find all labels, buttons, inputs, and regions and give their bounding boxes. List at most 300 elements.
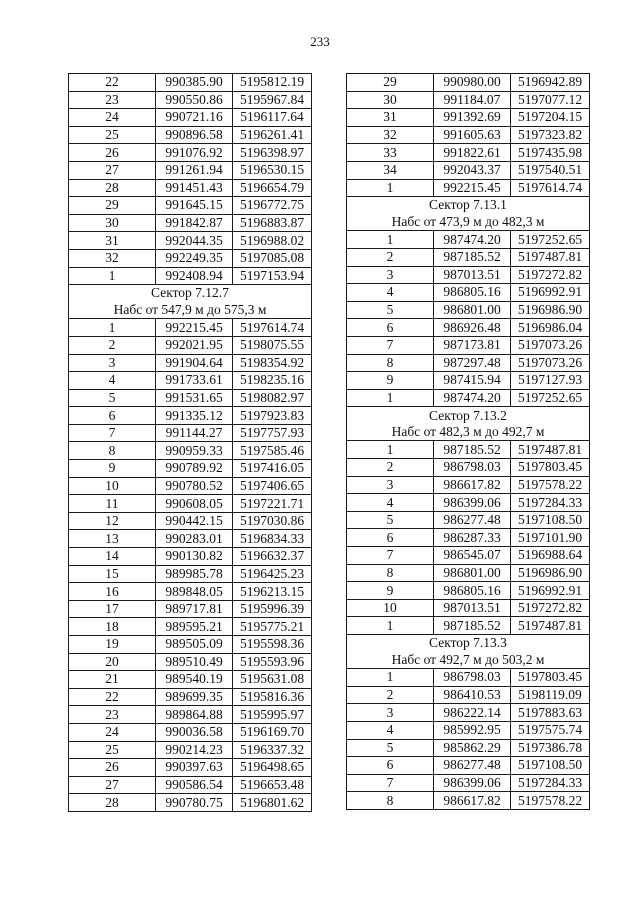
point-number-cell: 34 [347,161,434,179]
y-coordinate-cell: 5196425.23 [233,565,312,583]
table-row [347,441,590,459]
y-coordinate-cell: 5197416.05 [233,460,312,478]
point-number-cell: 6 [347,319,434,337]
table-row [347,389,590,407]
x-coordinate-cell: 986399.06 [434,774,511,792]
sector-height-range: Набс от 547,9 м до 575,3 м [69,302,312,319]
x-coordinate-cell: 990550.86 [156,91,233,109]
table-row [69,249,312,267]
x-coordinate-cell: 992249.35 [156,249,233,267]
table-row [347,792,590,810]
x-coordinate-cell: 987474.20 [434,231,511,249]
y-coordinate-cell: 5195775.21 [233,618,312,636]
y-coordinate-cell: 5197153.94 [233,267,312,285]
y-coordinate-cell: 5198354.92 [233,354,312,372]
x-coordinate-cell: 989505.09 [156,636,233,654]
point-number-cell: 15 [69,565,156,583]
table-row [69,583,312,601]
x-coordinate-cell: 990721.16 [156,109,233,127]
table-row [69,442,312,460]
x-coordinate-cell: 990036.58 [156,723,233,741]
x-coordinate-cell: 986222.14 [434,704,511,722]
point-number-cell: 3 [347,476,434,494]
table-row [347,144,590,162]
x-coordinate-cell: 991261.94 [156,161,233,179]
sector-title: Сектор 7.12.7 [69,285,312,302]
y-coordinate-cell: 5197803.45 [511,459,590,477]
table-row [347,669,590,687]
x-coordinate-cell: 990896.58 [156,126,233,144]
table-row [69,144,312,162]
sector-title-row [347,407,590,424]
point-number-cell: 32 [69,249,156,267]
table-row [69,688,312,706]
y-coordinate-cell: 5198235.16 [233,372,312,390]
x-coordinate-cell: 991904.64 [156,354,233,372]
sector-range-row [347,214,590,231]
point-number-cell: 20 [69,653,156,671]
x-coordinate-cell: 991733.61 [156,372,233,390]
x-coordinate-cell: 991184.07 [434,91,511,109]
x-coordinate-cell: 992044.35 [156,232,233,250]
y-coordinate-cell: 5197803.45 [511,669,590,687]
point-number-cell: 1 [347,441,434,459]
point-number-cell: 9 [347,582,434,600]
y-coordinate-cell: 5195598.36 [233,636,312,654]
x-coordinate-cell: 985862.29 [434,739,511,757]
x-coordinate-cell: 987013.51 [434,266,511,284]
x-coordinate-cell: 989595.21 [156,618,233,636]
x-coordinate-cell: 990980.00 [434,74,511,92]
x-coordinate-cell: 986805.16 [434,284,511,302]
x-coordinate-cell: 986798.03 [434,669,511,687]
point-number-cell: 11 [69,495,156,513]
x-coordinate-cell: 992215.45 [156,319,233,337]
point-number-cell: 1 [347,231,434,249]
table-row [347,231,590,249]
y-coordinate-cell: 5195593.96 [233,653,312,671]
sector-title-row [347,635,590,652]
y-coordinate-cell: 5197614.74 [511,179,590,197]
point-number-cell: 30 [69,214,156,232]
table-row [69,776,312,794]
table-row [69,671,312,689]
y-coordinate-cell: 5196213.15 [233,583,312,601]
y-coordinate-cell: 5197127.93 [511,372,590,390]
x-coordinate-cell: 992215.45 [434,179,511,197]
table-row [347,126,590,144]
y-coordinate-cell: 5197487.81 [511,441,590,459]
point-number-cell: 6 [347,529,434,547]
x-coordinate-cell: 986805.16 [434,582,511,600]
x-coordinate-cell: 989864.88 [156,706,233,724]
y-coordinate-cell: 5197435.98 [511,144,590,162]
point-number-cell: 1 [347,669,434,687]
coordinates-table-left [68,73,312,812]
x-coordinate-cell: 985992.95 [434,721,511,739]
x-coordinate-cell: 986399.06 [434,494,511,512]
point-number-cell: 31 [69,232,156,250]
y-coordinate-cell: 5197386.78 [511,739,590,757]
point-number-cell: 1 [347,179,434,197]
point-number-cell: 1 [347,389,434,407]
coordinates-table-right [346,73,590,810]
y-coordinate-cell: 5196498.65 [233,759,312,777]
point-number-cell: 24 [69,109,156,127]
point-number-cell: 27 [69,161,156,179]
y-coordinate-cell: 5196772.75 [233,197,312,215]
table-row [347,161,590,179]
y-coordinate-cell: 5197030.86 [233,512,312,530]
table-row [347,91,590,109]
table-row [69,530,312,548]
table-row [347,529,590,547]
table-row [69,759,312,777]
y-coordinate-cell: 5196337.32 [233,741,312,759]
table-row [347,774,590,792]
point-number-cell: 16 [69,583,156,601]
table-row [69,723,312,741]
y-coordinate-cell: 5196653.48 [233,776,312,794]
sector-title: Сектор 7.13.1 [347,197,590,214]
x-coordinate-cell: 991605.63 [434,126,511,144]
x-coordinate-cell: 990959.33 [156,442,233,460]
x-coordinate-cell: 991822.61 [434,144,511,162]
point-number-cell: 6 [69,407,156,425]
point-number-cell: 5 [69,389,156,407]
point-number-cell: 18 [69,618,156,636]
y-coordinate-cell: 5197284.33 [511,494,590,512]
point-number-cell: 26 [69,144,156,162]
point-number-cell: 22 [69,688,156,706]
table-row [69,565,312,583]
x-coordinate-cell: 990130.82 [156,548,233,566]
x-coordinate-cell: 990283.01 [156,530,233,548]
x-coordinate-cell: 991451.43 [156,179,233,197]
y-coordinate-cell: 5198082.97 [233,389,312,407]
y-coordinate-cell: 5196169.70 [233,723,312,741]
sector-range-row [347,652,590,669]
y-coordinate-cell: 5196883.87 [233,214,312,232]
point-number-cell: 2 [347,248,434,266]
table-row [69,214,312,232]
x-coordinate-cell: 990608.05 [156,495,233,513]
y-coordinate-cell: 5197108.50 [511,511,590,529]
x-coordinate-cell: 986926.48 [434,319,511,337]
x-coordinate-cell: 990442.15 [156,512,233,530]
y-coordinate-cell: 5197108.50 [511,757,590,775]
point-number-cell: 22 [69,74,156,92]
x-coordinate-cell: 992043.37 [434,161,511,179]
y-coordinate-cell: 5197540.51 [511,161,590,179]
table-row [347,617,590,635]
x-coordinate-cell: 992021.95 [156,336,233,354]
table-row [69,74,312,92]
y-coordinate-cell: 5197578.22 [511,476,590,494]
y-coordinate-cell: 5196398.97 [233,144,312,162]
table-row [69,179,312,197]
point-number-cell: 4 [347,494,434,512]
x-coordinate-cell: 992408.94 [156,267,233,285]
x-coordinate-cell: 986617.82 [434,476,511,494]
point-number-cell: 7 [347,547,434,565]
point-number-cell: 25 [69,126,156,144]
point-number-cell: 32 [347,126,434,144]
y-coordinate-cell: 5197487.81 [511,248,590,266]
y-coordinate-cell: 5197101.90 [511,529,590,547]
x-coordinate-cell: 986801.00 [434,301,511,319]
x-coordinate-cell: 989699.35 [156,688,233,706]
x-coordinate-cell: 987185.52 [434,248,511,266]
y-coordinate-cell: 5196632.37 [233,548,312,566]
y-coordinate-cell: 5196530.15 [233,161,312,179]
table-row [69,495,312,513]
x-coordinate-cell: 991645.15 [156,197,233,215]
y-coordinate-cell: 5197272.82 [511,266,590,284]
table-row [347,564,590,582]
point-number-cell: 9 [69,460,156,478]
point-number-cell: 14 [69,548,156,566]
point-number-cell: 29 [347,74,434,92]
sector-title-row [69,285,312,302]
point-number-cell: 5 [347,301,434,319]
table-row [69,548,312,566]
table-row [347,582,590,600]
point-number-cell: 9 [347,372,434,390]
y-coordinate-cell: 5197284.33 [511,774,590,792]
table-row [347,74,590,92]
table-row [347,704,590,722]
point-number-cell: 8 [69,442,156,460]
x-coordinate-cell: 987415.94 [434,372,511,390]
point-number-cell: 3 [347,266,434,284]
y-coordinate-cell: 5197406.65 [233,477,312,495]
sector-title: Сектор 7.13.3 [347,635,590,652]
y-coordinate-cell: 5195812.19 [233,74,312,92]
point-number-cell: 1 [69,319,156,337]
point-number-cell: 33 [347,144,434,162]
table-row [69,126,312,144]
table-row [347,757,590,775]
point-number-cell: 4 [69,372,156,390]
point-number-cell: 10 [347,599,434,617]
x-coordinate-cell: 990780.52 [156,477,233,495]
table-row [347,721,590,739]
y-coordinate-cell: 5197252.65 [511,231,590,249]
y-coordinate-cell: 5196834.33 [233,530,312,548]
x-coordinate-cell: 987297.48 [434,354,511,372]
point-number-cell: 12 [69,512,156,530]
point-number-cell: 17 [69,600,156,618]
table-row [69,407,312,425]
y-coordinate-cell: 5195996.39 [233,600,312,618]
point-number-cell: 13 [69,530,156,548]
point-number-cell: 5 [347,739,434,757]
x-coordinate-cell: 987474.20 [434,389,511,407]
point-number-cell: 2 [347,686,434,704]
y-coordinate-cell: 5195816.36 [233,688,312,706]
point-number-cell: 27 [69,776,156,794]
page-number: 233 [310,34,330,49]
x-coordinate-cell: 989717.81 [156,600,233,618]
table-row [347,248,590,266]
point-number-cell: 4 [347,284,434,302]
y-coordinate-cell: 5196801.62 [233,794,312,812]
table-row [69,91,312,109]
table-row [347,372,590,390]
x-coordinate-cell: 990586.54 [156,776,233,794]
table-row [347,459,590,477]
sector-title-row [347,197,590,214]
y-coordinate-cell: 5196988.64 [511,547,590,565]
table-row [347,336,590,354]
table-row [69,197,312,215]
table-row [347,284,590,302]
point-number-cell: 24 [69,723,156,741]
x-coordinate-cell: 986545.07 [434,547,511,565]
table-row [69,354,312,372]
y-coordinate-cell: 5197077.12 [511,91,590,109]
table-row [347,686,590,704]
sector-height-range: Набс от 492,7 м до 503,2 м [347,652,590,669]
table-row [69,618,312,636]
sector-height-range: Набс от 482,3 м до 492,7 м [347,424,590,441]
point-number-cell: 1 [69,267,156,285]
y-coordinate-cell: 5197221.71 [233,495,312,513]
point-number-cell: 7 [69,424,156,442]
point-number-cell: 8 [347,564,434,582]
x-coordinate-cell: 990214.23 [156,741,233,759]
x-coordinate-cell: 990780.75 [156,794,233,812]
point-number-cell: 28 [69,794,156,812]
y-coordinate-cell: 5198119.09 [511,686,590,704]
table-row [347,109,590,127]
sector-range-row [347,424,590,441]
point-number-cell: 7 [347,336,434,354]
point-number-cell: 2 [347,459,434,477]
point-number-cell: 30 [347,91,434,109]
x-coordinate-cell: 987173.81 [434,336,511,354]
x-coordinate-cell: 986617.82 [434,792,511,810]
table-row [69,600,312,618]
table-row [347,739,590,757]
sector-range-row [69,302,312,319]
point-number-cell: 2 [69,336,156,354]
table-row [69,389,312,407]
y-coordinate-cell: 5195967.84 [233,91,312,109]
y-coordinate-cell: 5196988.02 [233,232,312,250]
point-number-cell: 3 [69,354,156,372]
y-coordinate-cell: 5197073.26 [511,336,590,354]
table-row [347,354,590,372]
y-coordinate-cell: 5197578.22 [511,792,590,810]
x-coordinate-cell: 989510.49 [156,653,233,671]
y-coordinate-cell: 5195631.08 [233,671,312,689]
table-row [69,267,312,285]
x-coordinate-cell: 987185.52 [434,617,511,635]
y-coordinate-cell: 5196986.90 [511,301,590,319]
point-number-cell: 26 [69,759,156,777]
point-number-cell: 5 [347,511,434,529]
y-coordinate-cell: 5197272.82 [511,599,590,617]
point-number-cell: 6 [347,757,434,775]
x-coordinate-cell: 991335.12 [156,407,233,425]
sector-title: Сектор 7.13.2 [347,407,590,424]
y-coordinate-cell: 5198075.55 [233,336,312,354]
x-coordinate-cell: 986798.03 [434,459,511,477]
point-number-cell: 3 [347,704,434,722]
x-coordinate-cell: 986277.48 [434,511,511,529]
y-coordinate-cell: 5197323.82 [511,126,590,144]
x-coordinate-cell: 991392.69 [434,109,511,127]
point-number-cell: 31 [347,109,434,127]
point-number-cell: 1 [347,617,434,635]
y-coordinate-cell: 5197575.74 [511,721,590,739]
table-row [69,336,312,354]
x-coordinate-cell: 987185.52 [434,441,511,459]
y-coordinate-cell: 5196654.79 [233,179,312,197]
y-coordinate-cell: 5196986.90 [511,564,590,582]
table-row [69,794,312,812]
x-coordinate-cell: 991144.27 [156,424,233,442]
x-coordinate-cell: 987013.51 [434,599,511,617]
table-row [69,161,312,179]
table-row [69,424,312,442]
point-number-cell: 21 [69,671,156,689]
table-row [347,511,590,529]
table-row [347,476,590,494]
point-number-cell: 25 [69,741,156,759]
y-coordinate-cell: 5196992.91 [511,284,590,302]
y-coordinate-cell: 5197757.93 [233,424,312,442]
x-coordinate-cell: 986287.33 [434,529,511,547]
x-coordinate-cell: 991531.65 [156,389,233,407]
y-coordinate-cell: 5197614.74 [233,319,312,337]
point-number-cell: 29 [69,197,156,215]
x-coordinate-cell: 986801.00 [434,564,511,582]
y-coordinate-cell: 5196942.89 [511,74,590,92]
x-coordinate-cell: 989540.19 [156,671,233,689]
table-row [347,301,590,319]
table-row [347,494,590,512]
table-row [69,372,312,390]
point-number-cell: 8 [347,792,434,810]
table-row [347,319,590,337]
x-coordinate-cell: 986277.48 [434,757,511,775]
y-coordinate-cell: 5196986.04 [511,319,590,337]
y-coordinate-cell: 5196117.64 [233,109,312,127]
y-coordinate-cell: 5197883.63 [511,704,590,722]
x-coordinate-cell: 990397.63 [156,759,233,777]
x-coordinate-cell: 989985.78 [156,565,233,583]
point-number-cell: 4 [347,721,434,739]
table-row [69,460,312,478]
table-row [69,109,312,127]
table-row [69,653,312,671]
x-coordinate-cell: 986410.53 [434,686,511,704]
table-row [347,266,590,284]
x-coordinate-cell: 991076.92 [156,144,233,162]
table-row [347,599,590,617]
y-coordinate-cell: 5197487.81 [511,617,590,635]
point-number-cell: 10 [69,477,156,495]
point-number-cell: 28 [69,179,156,197]
point-number-cell: 23 [69,706,156,724]
point-number-cell: 8 [347,354,434,372]
table-row [69,319,312,337]
y-coordinate-cell: 5195995.97 [233,706,312,724]
y-coordinate-cell: 5197585.46 [233,442,312,460]
